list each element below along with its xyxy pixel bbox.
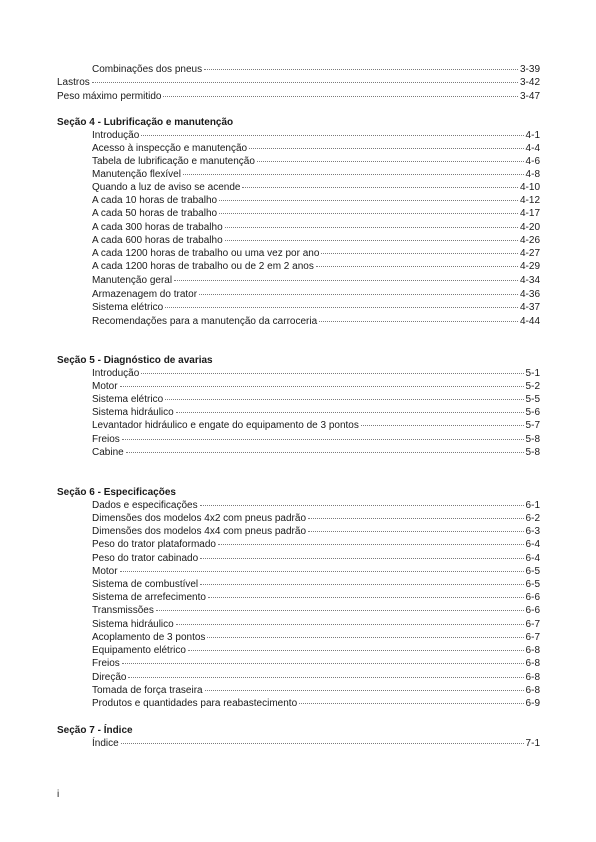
toc-entry[interactable] <box>92 499 540 512</box>
toc-entry-label: Transmissões <box>92 605 154 616</box>
toc-entry-page: 6-7 <box>525 619 540 630</box>
toc-entry-label: Direção <box>92 672 127 683</box>
toc-entry-label: Sistema de arrefecimento <box>92 592 206 603</box>
toc-entry[interactable] <box>92 367 540 380</box>
dot-leader <box>308 518 524 519</box>
dot-leader <box>319 321 518 322</box>
dot-leader <box>165 307 518 308</box>
toc-entry-page: 6-3 <box>525 526 540 537</box>
toc-entry[interactable] <box>92 301 540 314</box>
dot-leader <box>174 280 518 281</box>
toc-entry-page: 3-42 <box>519 77 540 88</box>
dot-leader <box>257 161 524 162</box>
section-heading: Seção 7 - Índice <box>57 725 133 736</box>
toc-entry-label: Lastros <box>57 77 90 88</box>
toc-entry[interactable] <box>92 221 540 234</box>
toc-entry-page: 6-4 <box>525 539 540 550</box>
dot-leader <box>176 412 524 413</box>
dot-leader <box>200 558 523 559</box>
dot-leader <box>200 584 523 585</box>
toc-entry[interactable] <box>92 274 540 287</box>
toc-entry-label: Peso do trator plataformado <box>92 539 216 550</box>
toc-entry-page: 5-8 <box>525 434 540 445</box>
dot-leader <box>183 174 524 175</box>
toc-entry[interactable] <box>92 433 540 446</box>
toc-entry-page: 4-26 <box>519 235 540 246</box>
toc-entry-page: 5-8 <box>525 447 540 458</box>
section-heading: Seção 5 - Diagnóstico de avarias <box>57 355 213 366</box>
toc-entry-label: Sistema elétrico <box>92 394 164 405</box>
toc-entry-label: Índice <box>92 738 119 749</box>
toc-entry[interactable] <box>92 142 540 155</box>
toc-entry[interactable] <box>92 604 540 617</box>
toc-entry-page: 4-44 <box>519 316 540 327</box>
toc-entry-label: A cada 300 horas de trabalho <box>92 222 223 233</box>
dot-leader <box>225 227 518 228</box>
toc-entry-label: Acesso à inspecção e manutenção <box>92 143 248 154</box>
toc-entry-page: 4-12 <box>519 195 540 206</box>
toc-entry[interactable] <box>92 644 540 657</box>
toc-entry-page: 5-1 <box>525 368 540 379</box>
dot-leader <box>207 637 523 638</box>
toc-entry[interactable] <box>92 578 540 591</box>
dot-leader <box>218 544 524 545</box>
dot-leader <box>205 690 524 691</box>
toc-entry-page: 4-8 <box>525 169 540 180</box>
toc-entry-page: 6-8 <box>525 685 540 696</box>
toc-entry[interactable] <box>92 591 540 604</box>
toc-entry[interactable] <box>92 512 540 525</box>
toc-entry-page: 6-7 <box>525 632 540 643</box>
dot-leader <box>141 135 523 136</box>
dot-leader <box>126 452 524 453</box>
toc-entry[interactable] <box>92 393 540 406</box>
section-heading: Seção 6 - Especificações <box>57 487 176 498</box>
toc-entry-label: Freios <box>92 658 120 669</box>
toc-entry-page: 6-8 <box>525 672 540 683</box>
dot-leader <box>321 253 518 254</box>
toc-entry[interactable] <box>92 737 540 750</box>
toc-entry-page: 5-2 <box>525 381 540 392</box>
dot-leader <box>128 677 523 678</box>
toc-entry-page: 3-39 <box>519 64 540 75</box>
dot-leader <box>219 213 518 214</box>
dot-leader <box>121 743 524 744</box>
dot-leader <box>308 531 524 532</box>
dot-leader <box>204 69 518 70</box>
section-heading: Seção 4 - Lubrificação e manutenção <box>57 117 234 128</box>
dot-leader <box>249 148 523 149</box>
toc-entry-label: Dimensões dos modelos 4x2 com pneus padrão <box>92 513 307 524</box>
toc-entry[interactable] <box>92 380 540 393</box>
toc-entry[interactable] <box>92 552 540 565</box>
toc-entry-page: 6-4 <box>525 553 540 564</box>
dot-leader <box>225 240 518 241</box>
toc-entry[interactable] <box>92 631 540 644</box>
dot-leader <box>176 624 524 625</box>
toc-entry-page: 4-10 <box>519 182 540 193</box>
toc-entry-label: Armazenagem do trator <box>92 289 198 300</box>
toc-entry-label: Produtos e quantidades para reabastecimento <box>92 698 298 709</box>
dot-leader <box>165 399 523 400</box>
toc-entry[interactable] <box>92 155 540 168</box>
toc-entry[interactable] <box>92 207 540 220</box>
toc-entry[interactable] <box>92 247 540 260</box>
toc-entry-label: Manutenção flexível <box>92 169 181 180</box>
toc-entry[interactable] <box>92 419 540 432</box>
toc-entry[interactable] <box>92 181 540 194</box>
toc-entry[interactable] <box>92 538 540 551</box>
toc-entry[interactable] <box>57 90 540 103</box>
toc-entry-page: 4-37 <box>519 302 540 313</box>
toc-entry[interactable] <box>92 525 540 538</box>
toc-entry-label: Dados e especificações <box>92 500 198 511</box>
toc-entry-label: Motor <box>92 381 118 392</box>
toc-entry-label: Introdução <box>92 368 140 379</box>
toc-entry-page: 5-6 <box>525 407 540 418</box>
dot-leader <box>199 294 518 295</box>
toc-entry-label: A cada 50 horas de trabalho <box>92 208 218 219</box>
dot-leader <box>208 597 524 598</box>
toc-entry-label: Tomada de força traseira <box>92 685 203 696</box>
toc-entry-page: 4-36 <box>519 289 540 300</box>
toc-entry-page: 6-8 <box>525 658 540 669</box>
toc-entry-label: Levantador hidráulico e engate do equipamento de 3 pontos <box>92 420 359 431</box>
dot-leader <box>316 266 518 267</box>
toc-entry-page: 6-9 <box>525 698 540 709</box>
toc-entry[interactable] <box>92 684 540 697</box>
toc-entry-page: 4-1 <box>525 130 540 141</box>
toc-entry-page: 4-34 <box>519 275 540 286</box>
toc-entry[interactable] <box>57 76 540 89</box>
toc-entry[interactable] <box>92 63 540 76</box>
toc-entry-page: 6-1 <box>525 500 540 511</box>
dot-leader <box>141 373 523 374</box>
toc-entry-page: 4-20 <box>519 222 540 233</box>
dot-leader <box>200 505 524 506</box>
toc-entry[interactable] <box>92 315 540 328</box>
toc-entry-label: Recomendações para a manutenção da carroceria <box>92 316 318 327</box>
toc-entry-page: 6-5 <box>525 579 540 590</box>
toc-entry[interactable] <box>92 288 540 301</box>
dot-leader <box>219 200 518 201</box>
dot-leader <box>92 82 518 83</box>
toc-entry-label: Freios <box>92 434 120 445</box>
toc-entry[interactable] <box>92 657 540 670</box>
toc-entry[interactable] <box>92 234 540 247</box>
toc-entry[interactable] <box>92 697 540 710</box>
toc-entry-page: 5-7 <box>525 420 540 431</box>
toc-entry-label: A cada 600 horas de trabalho <box>92 235 223 246</box>
toc-entry-page: 7-1 <box>525 738 540 749</box>
dot-leader <box>163 96 518 97</box>
toc-entry[interactable] <box>92 671 540 684</box>
toc-entry-label: Sistema de combustível <box>92 579 199 590</box>
dot-leader <box>188 650 524 651</box>
toc-entry[interactable] <box>92 168 540 181</box>
toc-entry[interactable] <box>92 618 540 631</box>
dot-leader <box>120 571 524 572</box>
toc-entry-label: Quando a luz de aviso se acende <box>92 182 241 193</box>
toc-entry-label: Sistema hidráulico <box>92 619 174 630</box>
toc-entry-page: 4-29 <box>519 261 540 272</box>
toc-entry-label: Tabela de lubrificação e manutenção <box>92 156 255 167</box>
toc-entry-page: 3-47 <box>519 91 540 102</box>
toc-entry-page: 4-6 <box>525 156 540 167</box>
dot-leader <box>156 610 524 611</box>
toc-entry-label: Manutenção geral <box>92 275 173 286</box>
toc-entry-page: 6-8 <box>525 645 540 656</box>
dot-leader <box>361 425 524 426</box>
toc-entry-label: Equipamento elétrico <box>92 645 186 656</box>
toc-entry-label: Sistema hidráulico <box>92 407 174 418</box>
toc-entry-page: 6-5 <box>525 566 540 577</box>
toc-entry[interactable] <box>92 565 540 578</box>
toc-entry-label: Peso máximo permitido <box>57 91 162 102</box>
toc-entry-label: Combinações dos pneus <box>92 64 203 75</box>
toc-entry-label: Sistema elétrico <box>92 302 164 313</box>
dot-leader <box>299 703 523 704</box>
toc-entry-label: Motor <box>92 566 118 577</box>
toc-entry[interactable] <box>92 406 540 419</box>
dot-leader <box>122 663 524 664</box>
toc-entry-label: Peso do trator cabinado <box>92 553 199 564</box>
toc-entry-page: 4-27 <box>519 248 540 259</box>
page-number: i <box>57 789 60 800</box>
toc-entry-page: 5-5 <box>525 394 540 405</box>
toc-entry-label: Acoplamento de 3 pontos <box>92 632 206 643</box>
toc-entry[interactable] <box>92 260 540 273</box>
toc-entry-label: A cada 1200 horas de trabalho ou de 2 em 2 anos <box>92 261 314 272</box>
toc-entry-page: 4-4 <box>525 143 540 154</box>
dot-leader <box>120 386 524 387</box>
toc-entry-page: 6-6 <box>525 605 540 616</box>
toc-entry[interactable] <box>92 129 540 142</box>
toc-entry-page: 6-2 <box>525 513 540 524</box>
toc-entry-page: 6-6 <box>525 592 540 603</box>
dot-leader <box>122 439 524 440</box>
toc-entry-label: Introdução <box>92 130 140 141</box>
toc-entry[interactable] <box>92 446 540 459</box>
toc-entry-label: Cabine <box>92 447 124 458</box>
toc-entry[interactable] <box>92 194 540 207</box>
toc-entry-label: Dimensões dos modelos 4x4 com pneus padrão <box>92 526 307 537</box>
dot-leader <box>242 187 518 188</box>
toc-entry-label: A cada 1200 horas de trabalho ou uma vez por ano <box>92 248 320 259</box>
toc-entry-page: 4-17 <box>519 208 540 219</box>
toc-entry-label: A cada 10 horas de trabalho <box>92 195 218 206</box>
